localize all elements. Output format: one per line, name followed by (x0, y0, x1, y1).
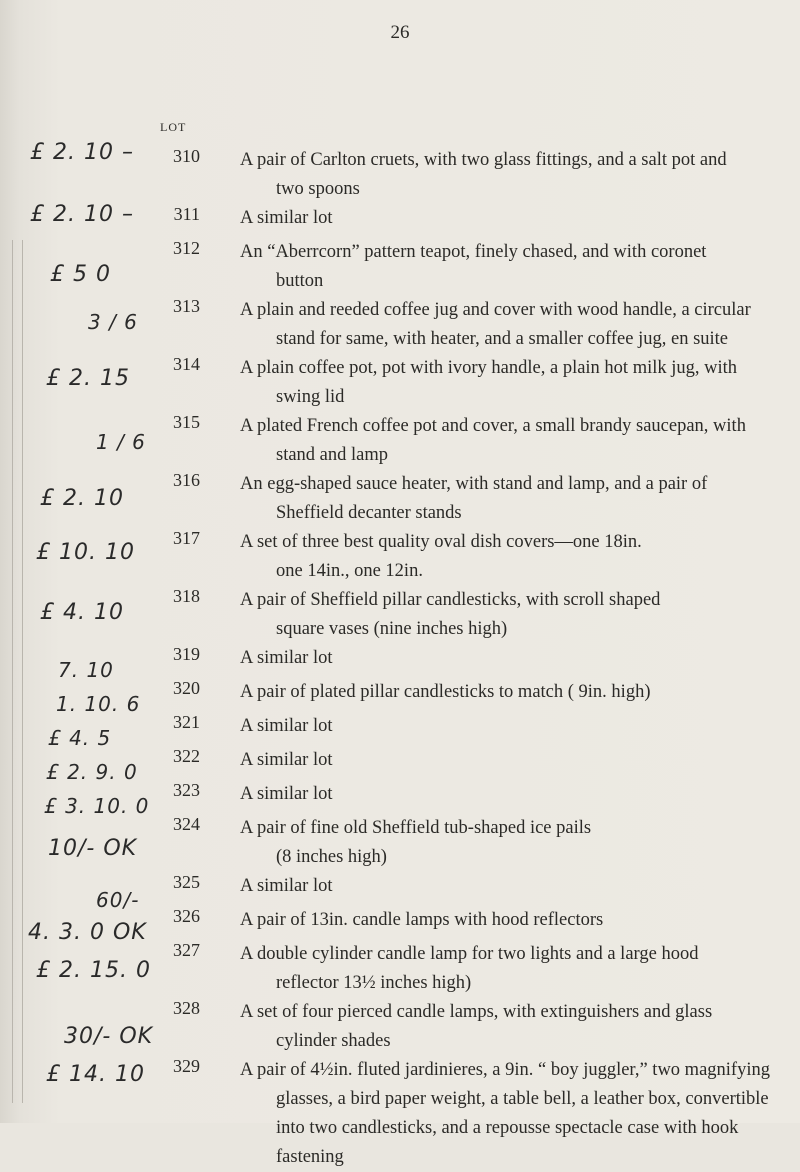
lot-number: 326 (173, 906, 200, 926)
lot-description-line: A plain and reeded coffee jug and cover with wood handle, a circular (240, 300, 751, 320)
lot-number: 313 (173, 296, 200, 316)
handwritten-price-310: £ 2. 10 – (30, 140, 134, 165)
lot-description-line: A pair of 13in. candle lamps with hood reflectors (240, 910, 604, 930)
lot-description (240, 1056, 780, 1172)
lot-description-line: (8 inches high) (276, 847, 387, 867)
handwritten-price-312: £ 5 0 (50, 262, 111, 287)
lot-description (240, 940, 780, 998)
handwritten-price-318: £ 4. 10 (40, 600, 124, 625)
lot-description-line: button (276, 271, 324, 291)
lot-description-line: stand and lamp (276, 445, 389, 465)
lot-description-line: fastening (276, 1147, 344, 1167)
lot-description-line: An egg-shaped sauce heater, with stand and lamp, and a pair of (240, 474, 708, 494)
lot-description-line: A pair of Sheffield pillar candlesticks, with scroll shaped (240, 590, 661, 610)
lot-description-line: two spoons (276, 179, 360, 199)
lot-number: 316 (173, 470, 200, 490)
lot-description (240, 586, 780, 644)
lot-column-header: LOT (160, 120, 187, 134)
handwritten-price-325: 60/- (96, 888, 140, 912)
lot-number: 314 (173, 354, 200, 374)
lot-description-line: A double cylinder candle lamp for two lights and a large hood (240, 944, 699, 964)
lot-description-line: An “Aberrcorn” pattern teapot, finely chased, and with coronet (240, 242, 707, 262)
lot-description-line: A similar lot (240, 648, 333, 668)
lot-description (240, 204, 780, 233)
lot-description (240, 814, 780, 872)
lot-number: 329 (173, 1056, 200, 1076)
lot-description (240, 712, 780, 741)
lot-number: 325 (173, 872, 200, 892)
handwritten-price-322: £ 2. 9. 0 (46, 760, 138, 784)
lot-description-line: A similar lot (240, 716, 333, 736)
lot-number: 324 (173, 814, 200, 834)
lot-description-line: A set of four pierced candle lamps, with extinguishers and glass (240, 1002, 713, 1022)
lot-number: 320 (173, 678, 200, 698)
lot-description (240, 746, 780, 775)
lot-description-line: A plated French coffee pot and cover, a small brandy saucepan, with (240, 416, 746, 436)
lot-description-line: into two candlesticks, and a repousse spectacle case with hook (276, 1118, 739, 1138)
lot-number: 322 (173, 746, 200, 766)
lot-number: 328 (173, 998, 200, 1018)
lot-number: 319 (173, 644, 200, 664)
handwritten-price-326: 4. 3. 0 OK (28, 920, 147, 945)
lot-description (240, 528, 780, 586)
lot-description-line: A similar lot (240, 208, 333, 228)
lot-description-line: one 14in., one 12in. (276, 561, 423, 581)
lot-description (240, 296, 780, 354)
handwritten-price-328: 30/- OK (64, 1024, 154, 1049)
handwritten-price-317: £ 10. 10 (36, 540, 135, 565)
handwritten-price-316: £ 2. 10 (40, 486, 124, 511)
lot-number: 315 (173, 412, 200, 432)
lot-description-line: A plain coffee pot, pot with ivory handle, a plain hot milk jug, with (240, 358, 738, 378)
lot-number: 310 (173, 146, 200, 166)
handwritten-price-311: £ 2. 10 – (30, 202, 134, 227)
handwritten-price-319: 7. 10 (58, 658, 114, 682)
page-number: 26 (390, 22, 410, 43)
handwritten-price-324: 10/- OK (48, 836, 138, 861)
lot-description (240, 906, 780, 935)
lot-number: 318 (173, 586, 200, 606)
lot-description-line: A similar lot (240, 876, 333, 896)
lot-description (240, 780, 780, 809)
lot-number: 323 (173, 780, 200, 800)
handwritten-price-313: 3 / 6 (88, 310, 138, 334)
lot-description-line: stand for same, with heater, and a smaller coffee jug, en suite (276, 329, 729, 349)
lot-number: 327 (173, 940, 200, 960)
lot-number: 321 (173, 712, 200, 732)
handwritten-price-320: 1. 10. 6 (56, 692, 141, 716)
lot-description-line: A pair of plated pillar candlesticks to match ( 9in. high) (240, 682, 651, 702)
lot-description-line: A similar lot (240, 784, 333, 804)
handwritten-price-327: £ 2. 15. 0 (36, 958, 151, 983)
lot-description-line: cylinder shades (276, 1031, 391, 1051)
page-edge-line (22, 240, 23, 1103)
handwritten-price-315: 1 / 6 (96, 430, 146, 454)
lot-description (240, 872, 780, 901)
page-edge-line (12, 240, 13, 1103)
lot-description-line: square vases (nine inches high) (276, 619, 508, 639)
lot-number: 317 (173, 528, 200, 548)
lot-description (240, 354, 780, 412)
lot-description-line: A set of three best quality oval dish covers—one 18in. (240, 532, 642, 552)
lot-description-line: swing lid (276, 387, 345, 407)
lot-description-line: A pair of Carlton cruets, with two glass fittings, and a salt pot and (240, 150, 727, 170)
lot-description (240, 678, 780, 707)
lot-number: 311 (173, 204, 200, 224)
lot-description-line: A pair of fine old Sheffield tub-shaped ice pails (240, 818, 592, 838)
lot-description (240, 238, 780, 296)
handwritten-price-314: £ 2. 15 (46, 366, 130, 391)
handwritten-price-323: £ 3. 10. 0 (44, 794, 150, 818)
lot-description (240, 146, 780, 204)
lot-description (240, 644, 780, 673)
lot-number: 312 (173, 238, 200, 258)
lot-description-line: glasses, a bird paper weight, a table bell, a leather box, convertible (276, 1089, 769, 1109)
lot-description-line: A similar lot (240, 750, 333, 770)
lot-description-line: reflector 13½ inches high) (276, 973, 472, 993)
lot-description (240, 470, 780, 528)
lot-description (240, 998, 780, 1056)
lot-description-line: A pair of 4½in. fluted jardinieres, a 9in. “ boy juggler,” two magnifying (240, 1060, 770, 1080)
handwritten-price-321: £ 4. 5 (48, 726, 112, 750)
lot-description-line: Sheffield decanter stands (276, 503, 462, 523)
lot-description (240, 412, 780, 470)
handwritten-price-329: £ 14. 10 (46, 1062, 145, 1087)
